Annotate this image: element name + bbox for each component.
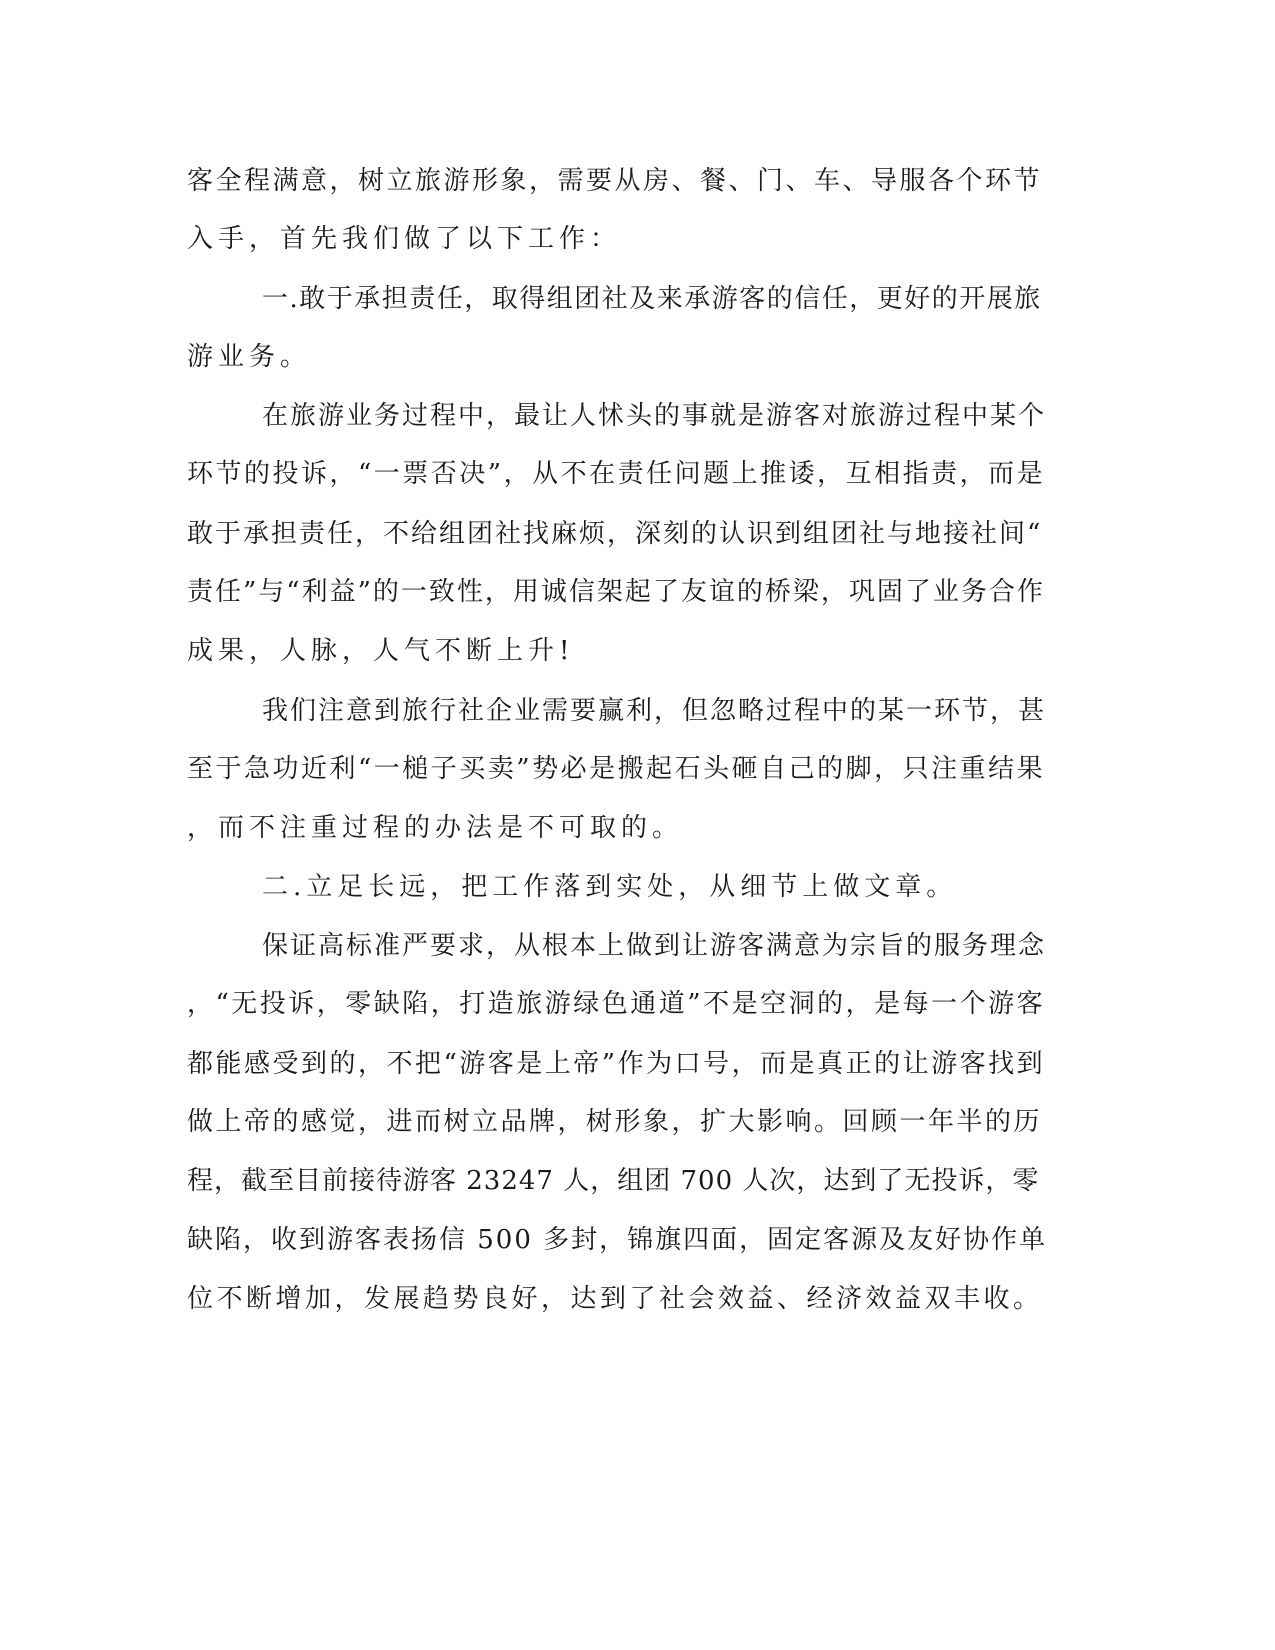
section-heading: 一.敢于承担责任，取得组团社及来承游客的信任，更好的开展旅	[262, 284, 1042, 314]
section-heading: 二.立足长远，把工作落到实处，从细节上做文章。	[262, 872, 958, 902]
text-line: 我们注意到旅行社企业需要赢利，但忽略过程中的某一环节，甚	[262, 696, 1047, 726]
text-line: 都能感受到的，不把“游客是上帝”作为口号，而是真正的让游客找到	[187, 1049, 1046, 1079]
text-line: 环节的投诉，“一票否决”，从不在责任问题上推诿，互相指责，而是	[187, 459, 1046, 489]
text-line: ，而不注重过程的办法是不可取的。	[187, 813, 684, 843]
text-line: 位不断增加，发展趋势良好，达到了社会效益、经济效益双丰收。	[187, 1284, 1043, 1314]
text-line: 缺陷，收到游客表扬信 500 多封，锦旗四面，固定客源及友好协作单	[187, 1225, 1048, 1255]
text-line: 做上帝的感觉，进而树立品牌，树形象，扩大影响。回顾一年半的历	[187, 1107, 1043, 1137]
text-line: 敢于承担责任，不给组团社找麻烦，深刻的认识到组团社与地接社间“	[187, 519, 1043, 549]
text-line: 至于急功近利“一槌子买卖”势必是搬起石头砸自己的脚，只注重结果	[187, 754, 1046, 784]
text-line: 客全程满意，树立旅游形象，需要从房、餐、门、车、导服各个环节	[187, 166, 1043, 196]
text-line: ，“无投诉，零缺陷，打造旅游绿色通道”不是空洞的，是每一个游客	[187, 989, 1046, 1019]
text-line: 程，截至目前接待游客 23247 人，组团 700 人次，达到了无投诉，零	[187, 1166, 1040, 1196]
text-line: 在旅游业务过程中，最让人怵头的事就是游客对旅游过程中某个	[262, 401, 1047, 431]
text-line: 保证高标准严要求，从根本上做到让游客满意为宗旨的服务理念	[262, 931, 1047, 961]
text-line: 游业务。	[187, 342, 312, 372]
text-line: 成果，人脉，人气不断上升!	[187, 636, 575, 666]
text-line: 责任”与“利益”的一致性，用诚信架起了友谊的桥梁，巩固了业务合作	[187, 577, 1045, 607]
text-line: 入手，首先我们做了以下工作：	[187, 224, 622, 254]
